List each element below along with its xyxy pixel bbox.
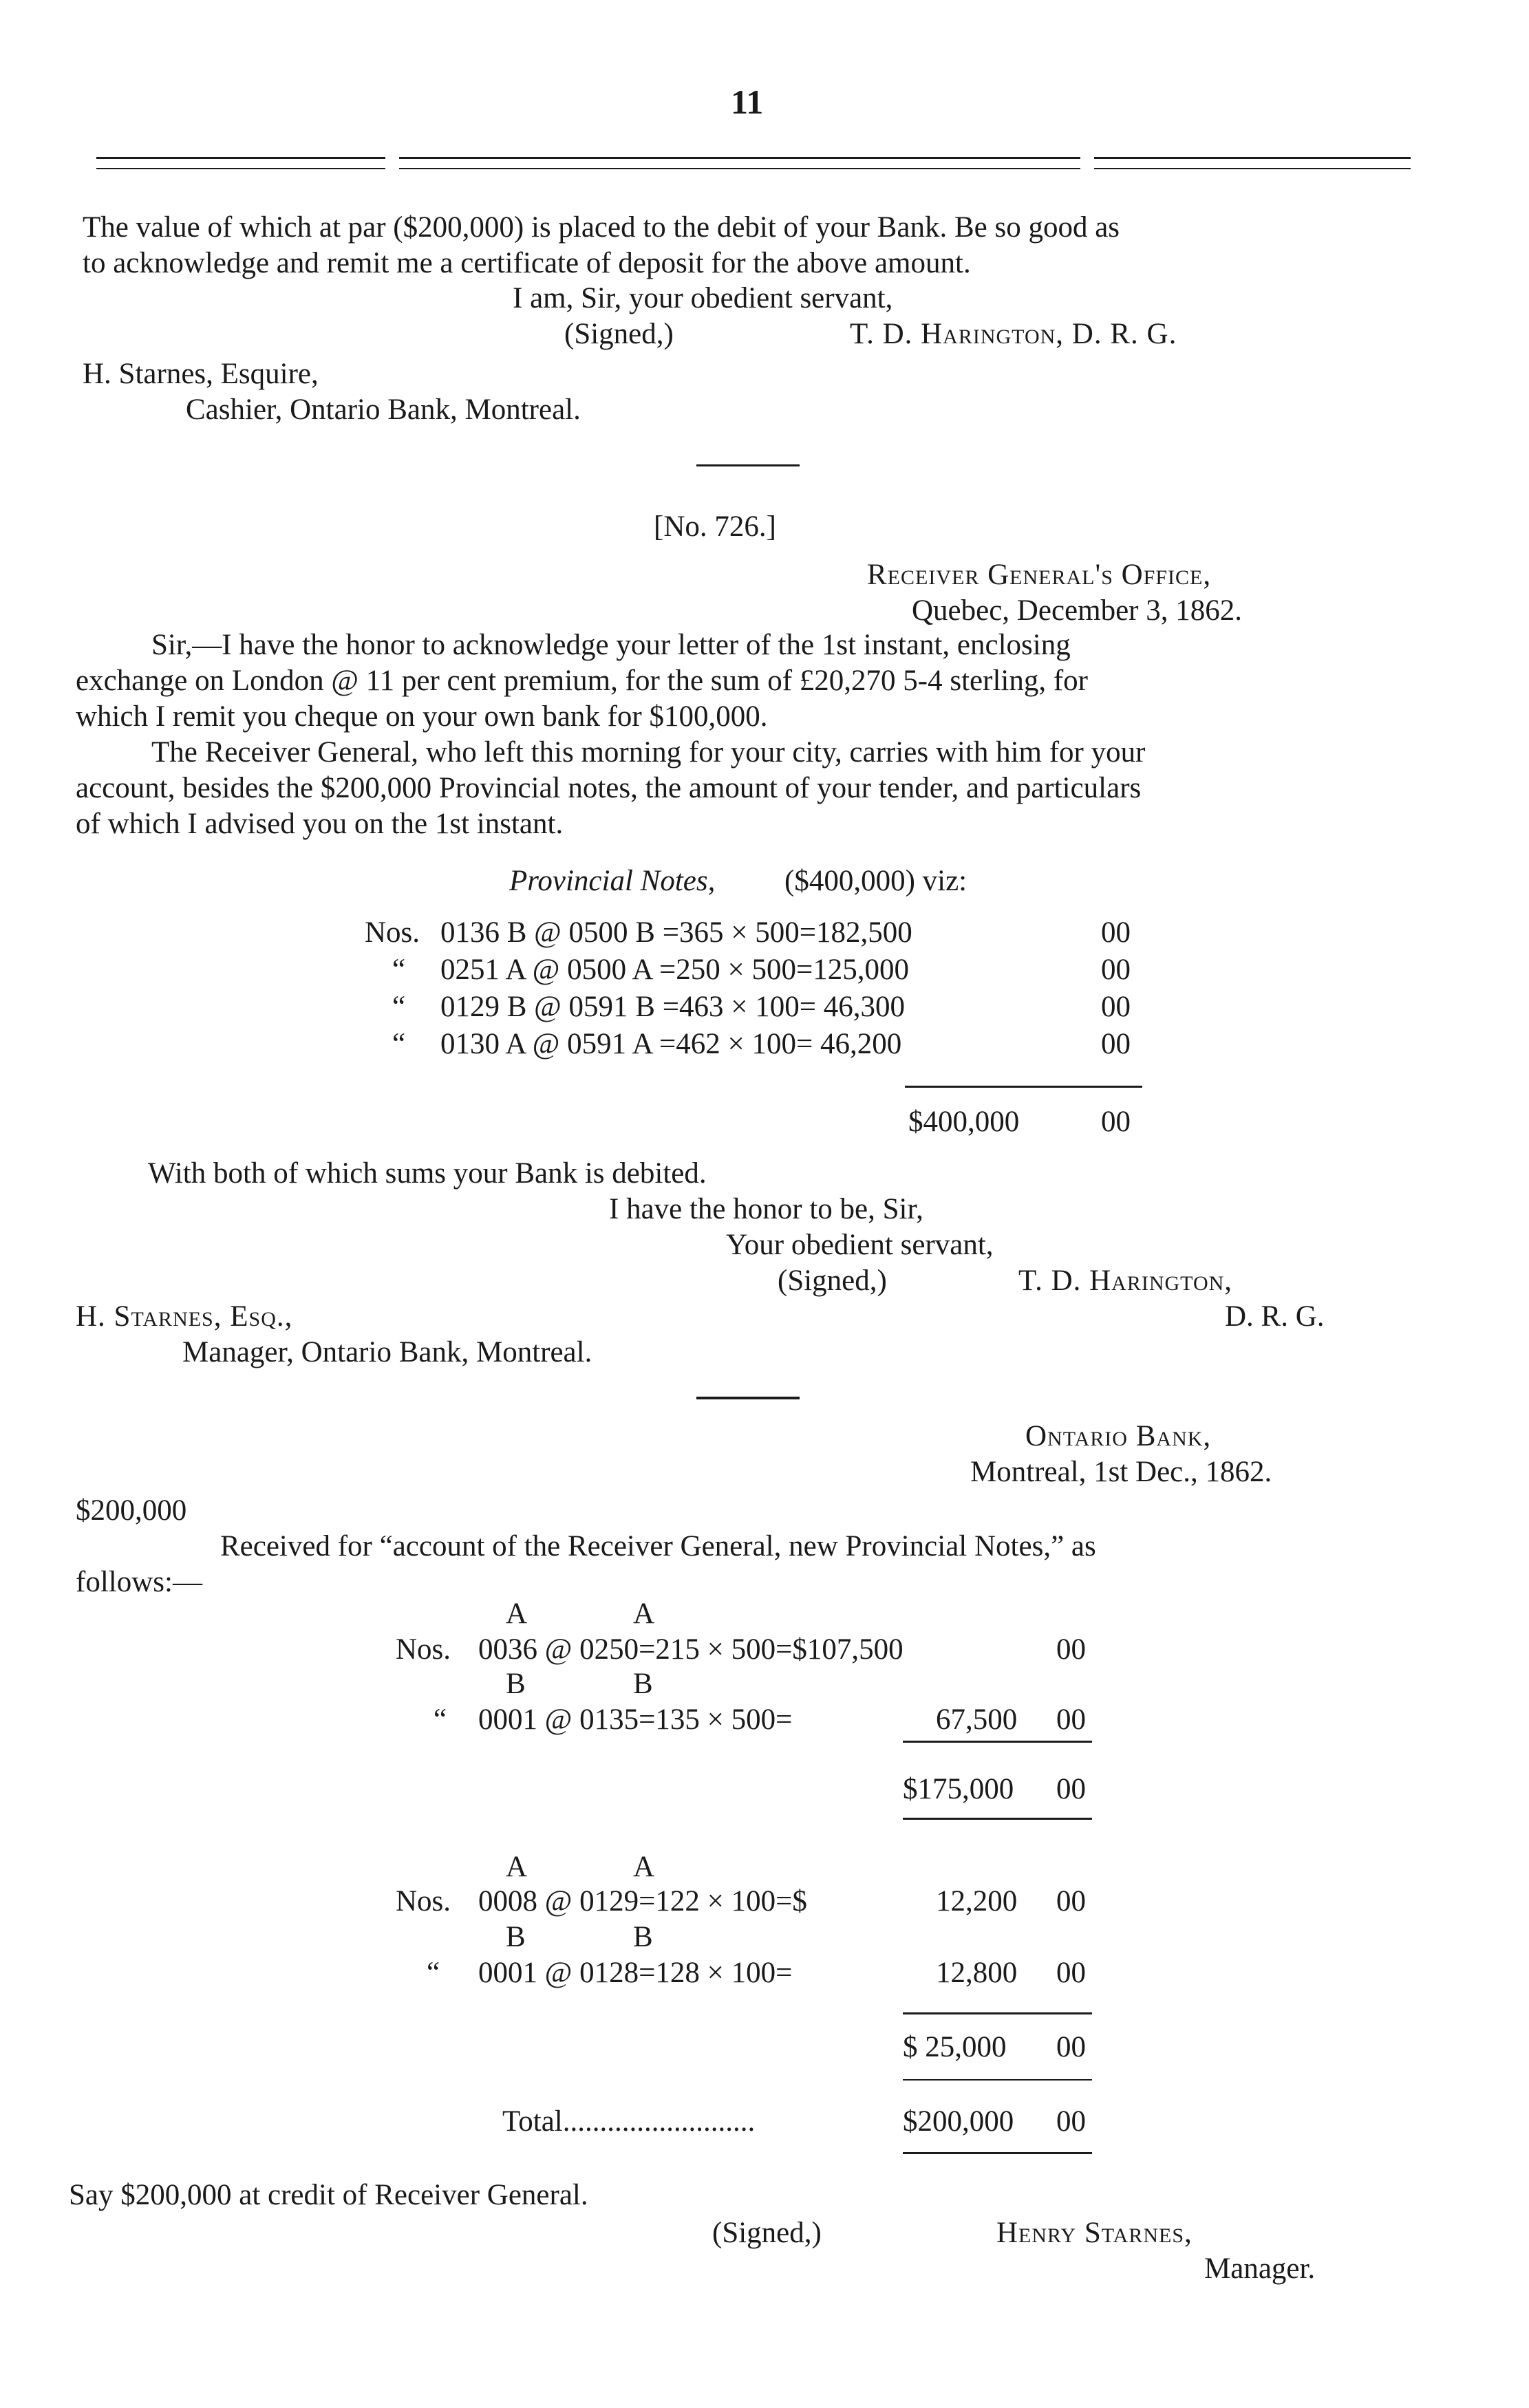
page-number: 11: [731, 83, 764, 121]
receipt-row-prefix: Nos.: [396, 1633, 451, 1666]
header-rule-mid-1: [399, 157, 1080, 159]
note-row-prefix: “: [392, 1028, 406, 1060]
receipt-row-entry: 0001 @ 0135=135 × 500=: [478, 1703, 793, 1736]
series-letter: A: [633, 1851, 655, 1883]
note-row-prefix: “: [392, 954, 406, 986]
letter2-para1-line-2: exchange on London @ 11 per cent premium, for the sum of £20,270 5-4 sterling, for: [76, 665, 1088, 697]
header-rule-right-2: [1094, 168, 1411, 169]
receipt-bank: Ontario Bank,: [1025, 1420, 1212, 1452]
header-rule-right-1: [1094, 157, 1411, 159]
header-rule-left-2: [96, 168, 385, 169]
letter2-addressee-title: Manager, Ontario Bank, Montreal.: [182, 1336, 592, 1368]
letter2-closing-1: I have the honor to be, Sir,: [609, 1193, 923, 1225]
receipt-signed-label: (Signed,): [712, 2217, 822, 2249]
receipt-row-prefix: Nos.: [396, 1885, 451, 1917]
receipt-row-prefix: “: [427, 1957, 440, 1989]
grand-total-value: $200,000: [903, 2105, 1014, 2138]
note-row-entry: 0251 A @ 0500 A =250 × 500=125,000: [440, 954, 909, 986]
letter2-para2-line-1: The Receiver General, who left this morning for your city, carries with him for your: [151, 736, 1146, 768]
letter2-para2-line-3: of which I advised you on the 1st instant.: [76, 808, 564, 840]
receipt-amount: $200,000: [76, 1494, 187, 1527]
letter1-addressee-name: H. Starnes, Esquire,: [83, 358, 319, 390]
series-letter: B: [633, 1921, 653, 1953]
letter2-para2-line-2: account, besides the $200,000 Provincial notes, the amount of your tender, and particulars: [76, 772, 1142, 804]
note-row-entry: 0136 B @ 0500 B =365 × 500=182,500: [440, 916, 912, 949]
notes-total-rule: [905, 1086, 1142, 1088]
receipt-row-value: 12,800: [936, 1957, 1018, 1989]
group2-total-underline: [903, 2079, 1092, 2081]
letter2-para1-line-3: which I remit you cheque on your own bank for $100,000.: [76, 700, 768, 733]
series-letter: A: [633, 1598, 655, 1630]
receipt-row-value: 67,500: [936, 1703, 1018, 1736]
letter2-para1-line-1: Sir,—I have the honor to acknowledge your letter of the 1st instant, enclosing: [151, 629, 1071, 661]
letter1-line-2: to acknowledge and remit me a certificate of deposit for the above amount.: [83, 247, 971, 279]
series-letter: A: [506, 1598, 528, 1630]
notes-heading: Provincial Notes,: [509, 865, 716, 897]
letter2-place-date: Quebec, December 3, 1862.: [912, 594, 1242, 627]
letter2-closing-2: Your obedient servant,: [726, 1229, 994, 1261]
received-line-2: follows:—: [76, 1566, 202, 1598]
note-row-cents: 00: [1101, 991, 1131, 1023]
receipt-place-date: Montreal, 1st Dec., 1862.: [970, 1456, 1272, 1488]
letter1-addressee-title: Cashier, Ontario Bank, Montreal.: [186, 394, 581, 426]
note-row-entry: 0129 B @ 0591 B =463 × 100= 46,300: [440, 991, 905, 1023]
note-row-cents: 00: [1101, 954, 1131, 986]
section-divider-2: [696, 1397, 800, 1399]
group1-total-rule: [903, 1741, 1092, 1743]
section-divider-1: [696, 464, 800, 466]
letter2-office: Receiver General's Office,: [867, 559, 1212, 591]
group1-total-cents: 00: [1056, 1773, 1086, 1805]
note-row-entry: 0130 A @ 0591 A =462 × 100= 46,200: [440, 1028, 902, 1060]
series-letter: B: [506, 1668, 526, 1700]
receipt-row-cents: 00: [1056, 1885, 1086, 1917]
header-rule-left-1: [96, 157, 385, 159]
receipt-signature: Henry Starnes,: [996, 2217, 1193, 2249]
series-letter: A: [506, 1851, 528, 1883]
receipt-row-entry: 0001 @ 0128=128 × 100=: [478, 1957, 793, 1989]
grand-total-cents: 00: [1056, 2105, 1086, 2138]
letter2-addressee-name: H. Starnes, Esq.,: [76, 1300, 293, 1333]
receipt-row-value: 12,200: [936, 1885, 1018, 1917]
group2-total-cents: 00: [1056, 2031, 1086, 2063]
letter2-signature-title: D. R. G.: [1225, 1300, 1325, 1333]
debit-line: With both of which sums your Bank is debited.: [148, 1157, 707, 1190]
notes-amount: ($400,000) viz:: [784, 865, 967, 897]
receipt-row-entry: 0036 @ 0250=215 × 500=$107,500: [478, 1633, 903, 1666]
letter1-signed-label: (Signed,): [564, 318, 674, 350]
group1-total: $175,000: [903, 1773, 1014, 1805]
note-row-prefix: “: [392, 991, 406, 1023]
notes-total-cents: 00: [1101, 1106, 1131, 1138]
receipt-row-cents: 00: [1056, 1957, 1086, 1989]
note-row-cents: 00: [1101, 916, 1131, 949]
letter1-closing: I am, Sir, your obedient servant,: [513, 282, 893, 314]
letter1-line-1: The value of which at par ($200,000) is placed to the debit of your Bank. Be so good as: [83, 211, 1120, 244]
letter1-signature: T. D. Harington, D. R. G.: [850, 318, 1177, 350]
series-letter: B: [506, 1921, 526, 1953]
receipt-row-entry: 0008 @ 0129=122 × 100=$: [478, 1885, 807, 1917]
group1-total-underline: [903, 1818, 1092, 1820]
note-row-cents: 00: [1101, 1028, 1131, 1060]
received-line: Received for “account of the Receiver General, new Provincial Notes,” as: [220, 1530, 1096, 1562]
receipt-row-cents: 00: [1056, 1703, 1086, 1736]
letter2-signature: T. D. Harington,: [1018, 1265, 1233, 1297]
letter2-signed-label: (Signed,): [778, 1265, 887, 1297]
group2-total: $ 25,000: [903, 2031, 1007, 2063]
header-rule-mid-2: [399, 168, 1080, 169]
grand-total-underline: [903, 2152, 1092, 2154]
receipt-row-prefix: “: [434, 1703, 447, 1736]
receipt-signature-title: Manager.: [1204, 2253, 1316, 2285]
letter2-number: [No. 726.]: [654, 510, 776, 543]
notes-total: $400,000: [908, 1106, 1020, 1138]
grand-total-label: Total..........................: [502, 2105, 756, 2138]
series-letter: B: [633, 1668, 653, 1700]
say-line: Say $200,000 at credit of Receiver General.: [69, 2179, 588, 2211]
group2-total-rule: [903, 2012, 1092, 2014]
receipt-row-cents: 00: [1056, 1633, 1086, 1666]
note-row-prefix: Nos.: [365, 916, 420, 949]
